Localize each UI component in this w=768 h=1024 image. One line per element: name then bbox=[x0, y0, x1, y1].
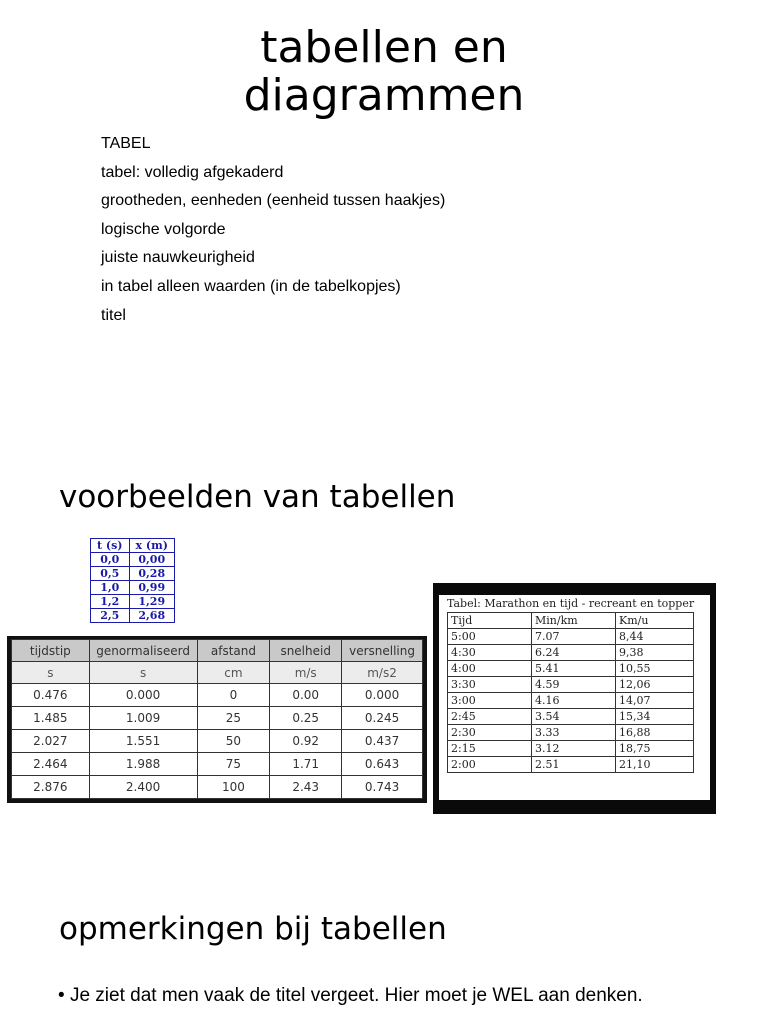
title-text: tabellen en diagrammen bbox=[243, 22, 525, 121]
list-item: grootheden, eenheden (eenheid tussen haakjes) bbox=[101, 192, 446, 210]
table-cell: 15,34 bbox=[616, 709, 694, 725]
table-cell: 2:30 bbox=[448, 725, 532, 741]
example-table-motion bbox=[11, 639, 423, 799]
list-item: in tabel alleen waarden (in de tabelkopjes) bbox=[101, 277, 401, 295]
table-cell: 6.24 bbox=[532, 645, 616, 661]
table-cell: 4.16 bbox=[532, 693, 616, 709]
example-table-motion-frame bbox=[7, 636, 427, 803]
table-cell: 1.71 bbox=[270, 753, 342, 776]
bullet-icon: • bbox=[58, 985, 65, 1006]
table-header: genormaliseerd bbox=[89, 640, 197, 662]
table-cell: 0.476 bbox=[12, 684, 90, 707]
table-cell: 0.245 bbox=[342, 707, 423, 730]
requirements-list bbox=[101, 133, 445, 333]
table-cell: 0,99 bbox=[129, 581, 174, 595]
unit-cell: m/s bbox=[270, 662, 342, 684]
table-cell: 2.027 bbox=[12, 730, 90, 753]
table-cell: 3:30 bbox=[448, 677, 532, 693]
table-cell: 8,44 bbox=[616, 629, 694, 645]
table-cell: 10,55 bbox=[616, 661, 694, 677]
table-cell: 9,38 bbox=[616, 645, 694, 661]
table-cell: 0,0 bbox=[91, 553, 130, 567]
slide-title bbox=[0, 24, 768, 120]
list-item: logische volgorde bbox=[101, 220, 226, 238]
example-table-marathon-frame bbox=[433, 583, 716, 814]
table-cell: 4.59 bbox=[532, 677, 616, 693]
unit-cell: s bbox=[89, 662, 197, 684]
table-cell: 0,5 bbox=[91, 567, 130, 581]
table-cell: 16,88 bbox=[616, 725, 694, 741]
table-cell: 0.000 bbox=[342, 684, 423, 707]
table-cell: 1.988 bbox=[89, 753, 197, 776]
table-cell: 1,2 bbox=[91, 595, 130, 609]
table-cell: 50 bbox=[197, 730, 270, 753]
section-title-examples: voorbeelden van tabellen bbox=[59, 479, 456, 515]
table-cell: 0.000 bbox=[89, 684, 197, 707]
table-header: t (s) bbox=[91, 539, 130, 553]
table-cell: 2,5 bbox=[91, 609, 130, 623]
table-cell: 14,07 bbox=[616, 693, 694, 709]
table-cell: 3.33 bbox=[532, 725, 616, 741]
list-item: tabel: volledig afgekaderd bbox=[101, 163, 284, 181]
section-title-remarks: opmerkingen bij tabellen bbox=[59, 911, 447, 947]
table-cell: 2.464 bbox=[12, 753, 90, 776]
table-cell: 4:00 bbox=[448, 661, 532, 677]
table-cell: 2.51 bbox=[532, 757, 616, 773]
table-cell: 2:15 bbox=[448, 741, 532, 757]
table-header: snelheid bbox=[270, 640, 342, 662]
table-cell: 100 bbox=[197, 776, 270, 799]
unit-cell: cm bbox=[197, 662, 270, 684]
table-header: Km/u bbox=[616, 613, 694, 629]
remark-item bbox=[58, 985, 643, 1007]
example-table-marathon-sheet bbox=[439, 595, 710, 800]
table-cell: 2.876 bbox=[12, 776, 90, 799]
table-cell: 3.54 bbox=[532, 709, 616, 725]
table-header: Min/km bbox=[532, 613, 616, 629]
table-cell: 0.643 bbox=[342, 753, 423, 776]
table-header: afstand bbox=[197, 640, 270, 662]
table-cell: 1.551 bbox=[89, 730, 197, 753]
table-cell: 1,29 bbox=[129, 595, 174, 609]
table-cell: 0,00 bbox=[129, 553, 174, 567]
table-header: tijdstip bbox=[12, 640, 90, 662]
table-cell: 2:45 bbox=[448, 709, 532, 725]
table-cell: 25 bbox=[197, 707, 270, 730]
example-table-position bbox=[90, 538, 175, 623]
table-cell: 2:00 bbox=[448, 757, 532, 773]
table-caption: Tabel: Marathon en tijd - recreant en topper bbox=[447, 597, 695, 610]
table-cell: 0.92 bbox=[270, 730, 342, 753]
table-header: Tijd bbox=[448, 613, 532, 629]
table-cell: 21,10 bbox=[616, 757, 694, 773]
table-header: x (m) bbox=[129, 539, 174, 553]
list-item: TABEL bbox=[101, 135, 151, 152]
table-cell: 0 bbox=[197, 684, 270, 707]
unit-cell: m/s2 bbox=[342, 662, 423, 684]
table-cell: 0.437 bbox=[342, 730, 423, 753]
table-cell: 0.25 bbox=[270, 707, 342, 730]
table-cell: 2.400 bbox=[89, 776, 197, 799]
table-cell: 18,75 bbox=[616, 741, 694, 757]
table-cell: 2.43 bbox=[270, 776, 342, 799]
unit-cell: s bbox=[12, 662, 90, 684]
example-table-marathon bbox=[447, 612, 694, 773]
table-cell: 5:00 bbox=[448, 629, 532, 645]
list-item: titel bbox=[101, 306, 126, 324]
table-cell: 0.743 bbox=[342, 776, 423, 799]
remark-text: Je ziet dat men vaak de titel vergeet. Hier moet je WEL aan denken. bbox=[69, 985, 643, 1006]
table-cell: 1.009 bbox=[89, 707, 197, 730]
table-cell: 1.485 bbox=[12, 707, 90, 730]
table-cell: 7.07 bbox=[532, 629, 616, 645]
table-cell: 0,28 bbox=[129, 567, 174, 581]
list-item: juiste nauwkeurigheid bbox=[101, 249, 255, 267]
table-cell: 2,68 bbox=[129, 609, 174, 623]
table-cell: 4:30 bbox=[448, 645, 532, 661]
table-cell: 5.41 bbox=[532, 661, 616, 677]
table-header: versnelling bbox=[342, 640, 423, 662]
table-cell: 12,06 bbox=[616, 677, 694, 693]
table-cell: 0.00 bbox=[270, 684, 342, 707]
table-cell: 3.12 bbox=[532, 741, 616, 757]
table-cell: 3:00 bbox=[448, 693, 532, 709]
table-cell: 75 bbox=[197, 753, 270, 776]
table-cell: 1,0 bbox=[91, 581, 130, 595]
